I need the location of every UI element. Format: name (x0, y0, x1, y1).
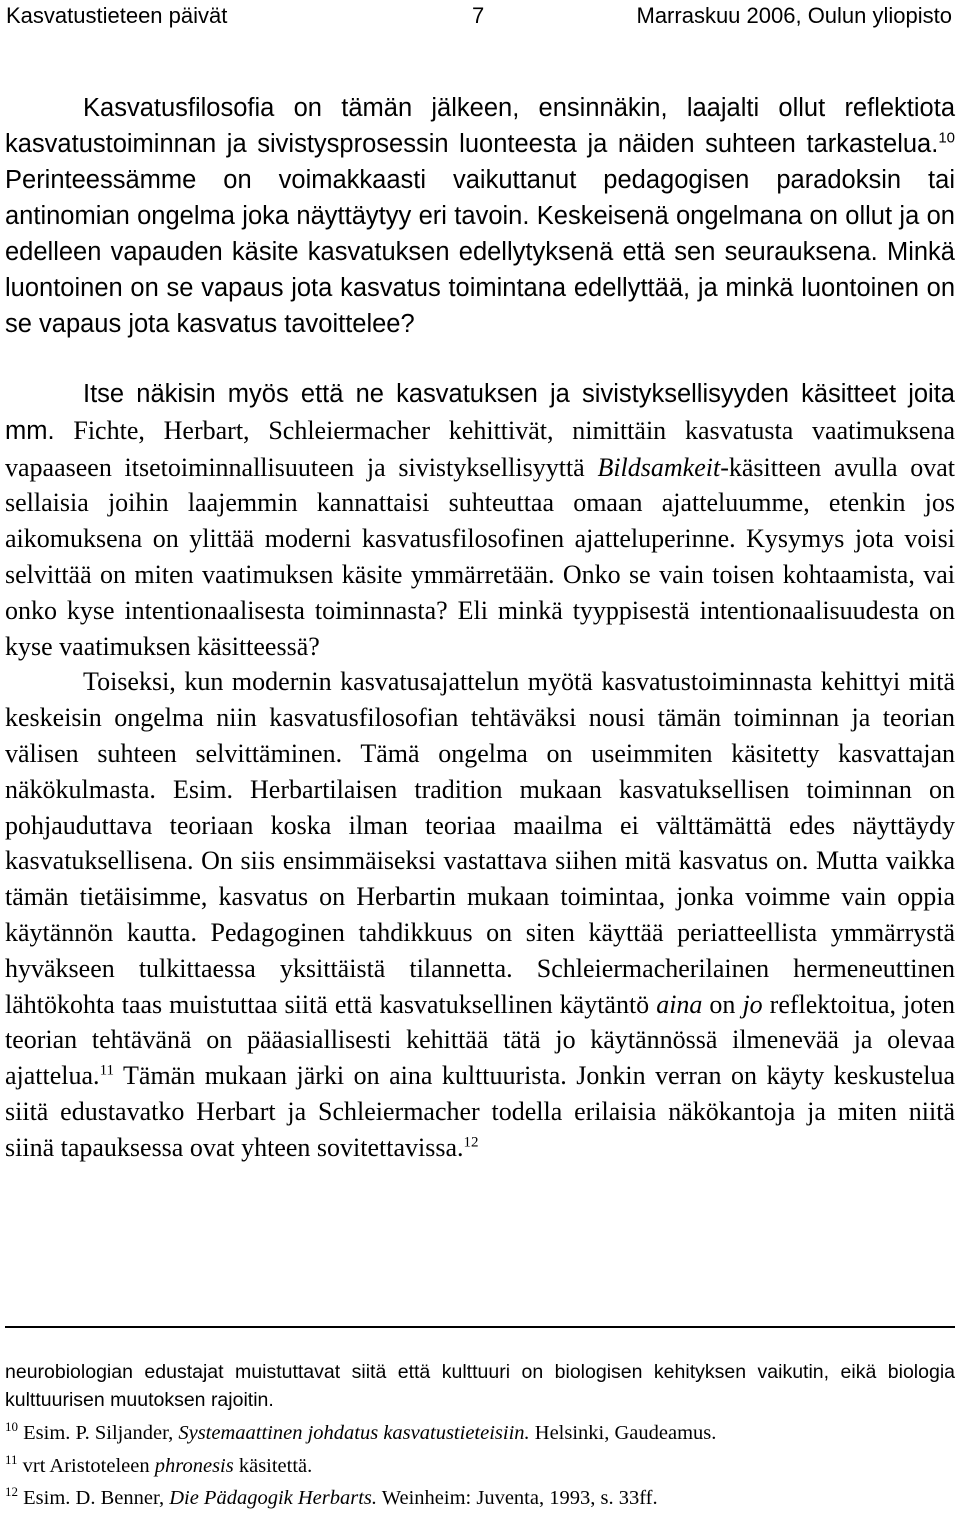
footnote-title: Die Pädagogik Herbarts. (169, 1487, 378, 1509)
footnote-number: 10 (5, 1419, 18, 1435)
paragraph-2 (5, 376, 955, 664)
footnote-text: Esim. D. Benner, (18, 1487, 170, 1509)
footnote-continuation-text: neurobiologian edustajat muistuttavat siitä että kulttuuri on biologisen kehityksen vaikutin, eikä biologia kulttuurisen muutoksen rajoitin. (5, 1361, 955, 1411)
paragraph-2-text-a: Itse näkisin myös että ne kasvatuksen ja sivistyksellisyyden käsitteet joita mm. (5, 380, 955, 445)
page-header (0, 0, 960, 32)
footnote-ref-11: 11 (99, 1062, 115, 1079)
paragraph-1 (5, 90, 955, 342)
footnote-title: Systemaattinen johdatus kasvatustieteisiin. (178, 1422, 530, 1444)
footnote-text: Esim. P. Siljander, (18, 1422, 179, 1444)
paragraph-3-italic-aina: aina (656, 989, 703, 1019)
footnote-text: Weinheim: Juventa, 1993, s. 33ff. (377, 1487, 658, 1509)
paragraph-3-text-b: on (702, 989, 743, 1019)
paragraph-2-text-b: Fichte, Herbart, Schleiermacher kehittivät, nimittäin kasvatusta vaatimuksena vapaaseen itsetoiminnallisuuteen ja sivistyksellisyyttä (5, 415, 955, 482)
main-text (5, 376, 955, 1166)
header-date-venue: Marraskuu 2006, Oulun yliopisto (636, 3, 952, 28)
footnote-continuation (5, 1358, 955, 1414)
paragraph-3-italic-jo: jo (742, 989, 763, 1019)
footnote-11 (5, 1453, 955, 1480)
paragraph-1-text-a: Kasvatusfilosofia on tämän jälkeen, ensinnäkin, laajalti ollut reflektiota kasvatustoiminnan ja sivistysprosessin luonteesta ja näiden suhteen tarkastelua. (5, 94, 955, 158)
paragraph-1-text-b: Perinteessämme on voimakkaasti vaikuttanut pedagogisen paradoksin tai antinomian ongelma joka näyttäytyy eri tavoin. Keskeisenä ongelmana on ollut ja on edelleen vapauden käsite kasvatuksen edellytyksenä että sen seurauksena. Minkä luontoinen on se vapaus jota kasvatus toimintana edellyttää, ja minkä luontoinen on se vapaus jota kasvatus tavoittelee? (5, 166, 955, 338)
footnote-ref-12: 12 (463, 1134, 479, 1151)
footnote-12 (5, 1485, 955, 1512)
footnote-separator (5, 1326, 955, 1328)
paragraph-3-text-c: reflektoitua, joten teorian tehtävänä on pääasiallisesti kehittää tätä jo käytännössä ilmenevää ja olevaa ajattelua. (5, 989, 955, 1091)
footnote-text: käsitettä. (233, 1455, 313, 1477)
paragraph-3-text-d: Tämän mukaan järki on aina kulttuurista. Jonkin verran on käyty keskustelua siitä edustavatko Herbart ja Schleiermacher todella erilaisia näkökantoja ja miten niitä siinä tapauksessa ovat yhteen sovitettavissa. (5, 1061, 955, 1162)
footnote-number: 11 (5, 1452, 18, 1468)
paragraph-3 (5, 664, 955, 1165)
footnote-text: Helsinki, Gaudeamus. (529, 1422, 717, 1444)
footnote-10 (5, 1420, 955, 1447)
footnote-ref-10: 10 (938, 129, 955, 147)
footnote-term: phronesis (154, 1455, 234, 1477)
page-number: 7 (472, 3, 485, 28)
footnote-text: vrt Aristoteleen (17, 1455, 155, 1477)
paragraph-2-italic-term: Bildsamkeit (597, 452, 721, 482)
footnote-number: 12 (5, 1484, 18, 1500)
paragraph-3-text-a: Toiseksi, kun modernin kasvatusajattelun myötä kasvatustoiminnasta kehittyi mitä keskeisin ongelma niin kasvatusfilosofian tehtäväksi nousi tämän toiminnan ja teorian välisen suhteen selvittäminen. Tämä ongelma on useimmiten käsitetty kasvattajan näkökulmasta. Esim. Herbartilaisen tradition mukaan kasvatuksellisen toiminnan on pohjauduttava teoriaan koska ilman teoriaa maailma ei välttämättä edes näyttäydy kasvatuksellisena. On siis ensimmäiseksi vastattava siihen mitä kasvatus on. Mutta vaikka tämän tietäisimme, kasvatus on Herbartin mukaan toimintaa, jonka voimme vain oppia käytännön kautta. Pedagoginen tahdikkuus on siten käyttää periatteellista ymmärrystä hyväkseen tulkittaessa yksittäistä tilannetta. Schleiermacherilainen hermeneuttinen lähtökohta taas muistuttaa siitä että kasvatuksellinen käytäntö (5, 667, 955, 1019)
paragraph-2-text-c: -käsitteen avulla ovat sellaisia joihin laajemmin kannattaisi suhteuttaa omaan ajatteluumme, etenkin jos aikomuksena on ylittää moderni kasvatusfilosofinen ajatteluperinne. Kysymys jota voisi selvittää on miten vaatimuksen käsite ymmärretään. Onko se vain toisen kohtaamista, vai onko kyse intentionaalisesta toiminnasta? Eli minkä tyyppisestä intentionaalisuudesta on kyse vaatimuksen käsitteessä? (5, 452, 955, 661)
header-conference-title: Kasvatustieteen päivät (6, 3, 228, 28)
